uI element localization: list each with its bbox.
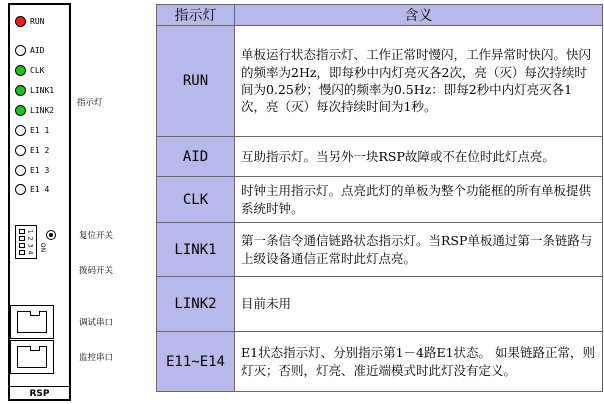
header-indicator: 指示灯 [157,5,235,26]
led-row-e14 [15,182,49,196]
led-label: AID [30,45,45,55]
row-desc: 第一条信令通信链路状态指示灯。当RSP单板通过第一条链路与上级设备通信正常时此灯点亮。 [235,223,603,277]
row-desc: 互助指示灯。当另外一块RSP故障或不在位时此灯点亮。 [235,137,603,177]
row-name: RUN [157,26,235,137]
led-row-run [15,14,44,28]
led-row-e11 [15,123,49,137]
led-row-link1 [15,83,54,97]
led-label: E1 1 [30,125,50,135]
row-name: LINK2 [157,277,235,332]
reset-switch-icon[interactable] [46,230,56,240]
board-name: RSP [8,386,71,402]
row-desc: 时钟主用指示灯。点亮此灯的单板为整个功能框的所有单板提供系统时钟。 [235,177,603,223]
led-row-clk [15,63,44,77]
dip-lever-icon [19,236,25,241]
dip-lever-icon [19,229,25,234]
monitor-port-label: 监控串口 [79,353,114,363]
dip-number: 1 [26,229,34,234]
e11-led-icon [15,125,26,136]
link1-led-icon [15,85,26,96]
led-label: LINK1 [30,85,55,95]
led-label: CLK [30,65,45,75]
table-row [157,26,603,137]
dip-switch[interactable] [15,225,37,259]
dip-switch-label: 拨码开关 [79,266,114,276]
port-socket-icon [17,346,47,368]
row-name: CLK [157,177,235,223]
dip-lever-icon [19,250,25,255]
table-row [157,223,603,277]
dip-lever-icon [19,243,25,248]
row-desc: 单板运行状态指示灯、工作正常时慢闪，工作异常时快闪。快闪的频率为2Hz，即每秒中内灯亮灭各2次，亮（灭）每次持续时间为0.25秒；慢闪的频率为0.5Hz：即每2秒中内灯亮灭各1次，亮（灭）每次持续时间为1秒。 [235,26,603,137]
row-name: AID [157,137,235,177]
led-row-aid [15,43,44,57]
aid-led-icon [15,45,26,56]
row-desc: 目前未用 [235,277,603,332]
header-meaning: 含义 [235,5,603,26]
table-header-row [157,5,603,26]
dip-number: 4 [26,250,34,255]
table-row [157,137,603,177]
e12-led-icon [15,145,26,156]
led-row-e12 [15,143,49,157]
led-label: E1 3 [30,165,50,175]
led-label: E1 2 [30,145,50,155]
e13-led-icon [15,165,26,176]
indicator-table [156,4,603,392]
led-label: LINK2 [30,105,55,115]
reset-switch-label: 复位开关 [79,231,114,241]
indicator-label: 指示灯 [77,98,103,108]
table-row [157,332,603,392]
row-name: LINK1 [157,223,235,277]
monitor-serial-port[interactable] [10,340,54,374]
row-desc: E1状态指示灯、分别指示第1－4路E1状态。 如果链路正常，则灯灭；否则，灯亮、准近端模式时此灯没有定义。 [235,332,603,392]
dip-number: 3 [26,243,34,248]
debug-port-label: 调试串口 [79,318,114,328]
led-label: RUN [30,16,45,26]
port-socket-icon [17,311,47,333]
dip-on-label: ON [39,242,47,253]
clk-led-icon [15,65,26,76]
run-led-icon [15,16,26,27]
row-name: E11~E14 [157,332,235,392]
table-row [157,177,603,223]
led-row-e13 [15,163,49,177]
led-row-link2 [15,103,54,117]
link2-led-icon [15,105,26,116]
e14-led-icon [15,184,26,195]
table-row [157,277,603,332]
debug-serial-port[interactable] [10,305,54,339]
led-label: E1 4 [30,184,50,194]
dip-number: 2 [26,236,34,241]
